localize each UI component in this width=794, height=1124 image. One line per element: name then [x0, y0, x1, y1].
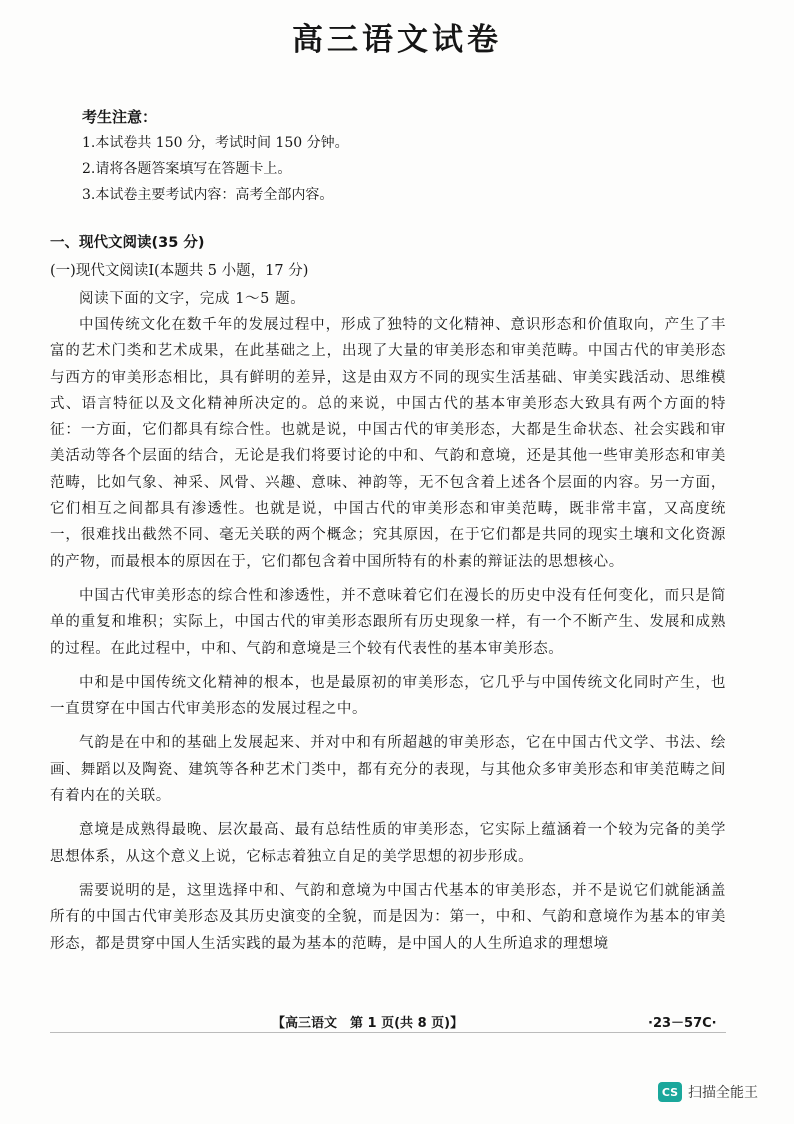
passage-paragraph: 气韵是在中和的基础上发展起来、并对中和有所超越的审美形态，它在中国古代文学、书法、绘画、舞蹈以及陶瓷、建筑等各种艺术门类中，都有充分的表现，与其他众多审美形态和审美范畴之间有着内在的关联。 — [50, 735, 726, 805]
passage-paragraph: 中国古代审美形态的综合性和渗透性，并不意味着它们在漫长的历史中没有任何变化，而只是简单的重复和堆积；实际上，中国古代的审美形态跟所有历史现象一样，有一个不断产生、发展和成熟的过程。在此过程中，中和、气韵和意境是三个较有代表性的基本审美形态。 — [50, 587, 726, 657]
passage-paragraph: 中国传统文化在数千年的发展过程中，形成了独特的文化精神、意识形态和价值取向，产生了丰富的艺术门类和艺术成果，在此基础之上，出现了大量的审美形态和审美范畴。中国古代的审美形态与西方的审美形态相比，具有鲜明的差异，这是由双方不同的现实生活基础、审美实践活动、思维模式、语言特征以及文化精神所决定的。总的来说，中国古代的基本审美形态大致具有两个方面的特征：一方面，它们都具有综合性。也就是说，中国古代的审美形态，大都是生命状态、社会实践和审美活动等各个层面的结合，无论是我们将要讨论的中和、气韵和意境，还是其他一些审美形态和审美范畴，比如气象、神采、风骨、兴趣、意味、神韵等，无不包含着上述各个层面的内容。另一方面，它们相互之间都具有渗透性。也就是说，中国古代的审美形态和审美范畴，既非常丰富，又高度统一，很难找出截然不同、毫无关联的两个概念；究其原因，在于它们都是共同的现实土壤和文化资源的产物，而最根本的原因在于，它们都包含着中国所特有的朴素的辩证法的思想核心。 — [50, 317, 726, 570]
scanner-watermark — [658, 1080, 758, 1104]
candidate-notice — [82, 104, 682, 208]
reading-passage — [50, 288, 726, 965]
page-number-label: 【高三语文 第 1 页(共 8 页)】 — [272, 1016, 464, 1031]
subsection-title: (一)现代文阅读Ⅰ(本题共 5 小题，17 分) — [50, 263, 309, 279]
exam-title: 高三语文试卷 — [292, 22, 502, 58]
notice-item: 1.本试卷共 150 分，考试时间 150 分钟。 — [82, 135, 349, 151]
section-title: 一、现代文阅读(35 分) — [50, 235, 205, 251]
watermark-text: 扫描全能王 — [688, 1085, 758, 1101]
passage-paragraph: 需要说明的是，这里选择中和、气韵和意境为中国古代基本的审美形态，并不是说它们就能涵盖所有的中国古代审美形态及其历史演变的全貌，而是因为：第一，中和、气韵和意境作为基本的审美形态，都是贯穿中国人生活实践的最为基本的范畴，是中国人的人生所追求的理想境 — [50, 882, 726, 952]
passage-paragraph: 意境是成熟得最晚、层次最高、最有总结性质的审美形态，它实际上蕴涵着一个较为完备的美学思想体系，从这个意义上说，它标志着独立自足的美学思想的初步形成。 — [50, 822, 726, 865]
notice-item: 3.本试卷主要考试内容：高考全部内容。 — [82, 187, 334, 203]
camscanner-logo-icon: CS — [658, 1082, 682, 1102]
exam-code: ·23－57C· — [648, 1016, 717, 1031]
reading-instruction: 阅读下面的文字，完成 1～5 题。 — [79, 291, 306, 307]
page-footer — [0, 1012, 794, 1036]
passage-paragraph: 中和是中国传统文化精神的根本，也是最原初的审美形态，它几乎与中国传统文化同时产生，也一直贯穿在中国古代审美形态的发展过程之中。 — [50, 674, 726, 718]
notice-heading: 考生注意： — [82, 108, 158, 126]
notice-item: 2.请将各题答案填写在答题卡上。 — [82, 161, 292, 177]
